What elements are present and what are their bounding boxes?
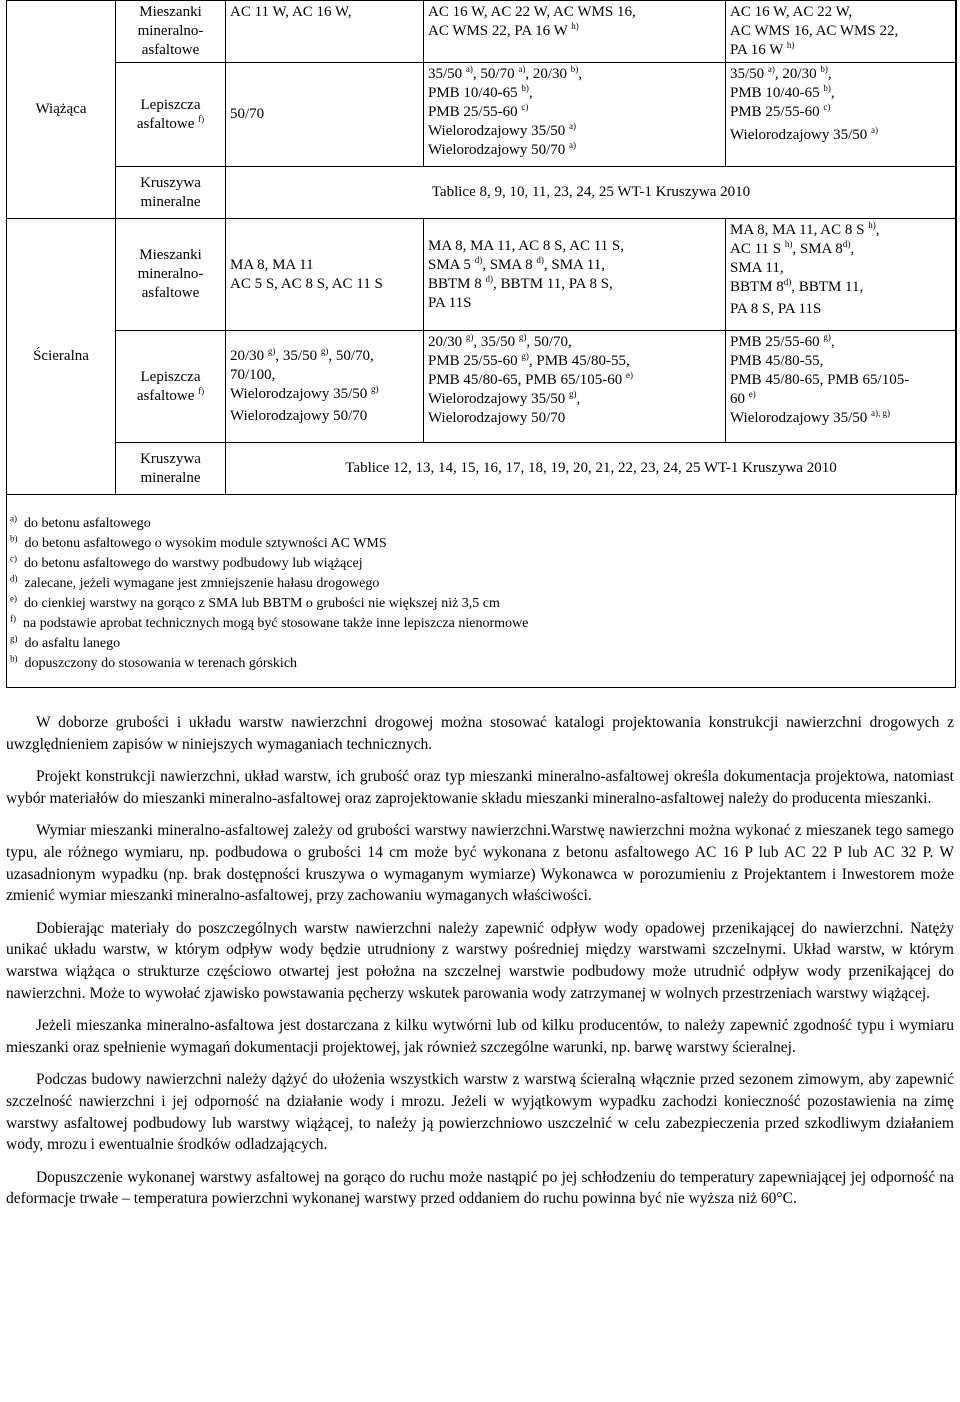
table-row: [7, 1, 957, 63]
cell-mixtures-label: Mieszanki mineralno-asfaltowe: [116, 219, 226, 331]
paragraph: W doborze grubości i układu warstw nawierzchni drogowej można stosować katalogi projektowania konstrukcji nawierzchni drogowych z uwzględnieniem zapisów w niniejszych wymaganiach technicznych.: [6, 714, 954, 753]
cell: 20/30 $^{g)}$, 35/50 $^{g)}$, 50/70, PMB 25/55-60 $^{g)}$, PMB 45/80-55, PMB 45/80-65, PMB 65/105-60 $^{e)}$ Wielorodzajowy 35/50 $^{g)}$, Wielorodzajowy 50/70: [424, 331, 726, 443]
table-row: [7, 331, 957, 443]
cell: MA 8, MA 11 AC 5 S, AC 8 S, AC 11 S: [226, 219, 424, 331]
cell-aggregate-tables: Tablice 8, 9, 10, 11, 23, 24, 25 WT-1 Kruszywa 2010: [226, 167, 957, 219]
cell: 50/70: [226, 63, 424, 167]
paragraph: Dobierając materiały do poszczególnych warstw nawierzchni należy zapewnić odpływ wody opadowej przenikającej do nawierzchni. Natęży unikać układu warstw, w którym odpływ wody będzie utrudniony z warstwy pośredniej między warstwami szczelnymi. Układ warstw, w którym warstwa wiążąca o strukturze częściowo otwartej jest położna na szczelnej warstwie podbudowy może utrudnić odpływ wody przenikającej do nawierzchni. Może to wywołać zjawisko powstawania pęcherzy wskutek parowania wody zatrzymanej w wolnych przestrzeniach warstwy wiążącej.: [6, 919, 954, 1002]
footnote: $^{b)}$ do betonu asfaltowego o wysokim module sztywności AC WMS: [10, 533, 387, 551]
cell: AC 11 W, AC 16 W,: [226, 1, 424, 63]
cell: 35/50 $^{a)}$, 20/30 $^{b)}$, PMB 10/40-65 $^{b)}$, PMB 25/55-60 $^{c)}$ Wielorodzajowy 35/50 $^{a)}$: [726, 63, 957, 167]
cell: AC 16 W, AC 22 W, AC WMS 16, AC WMS 22, PA 16 W $^{h)}$: [726, 1, 957, 63]
cell-binders-label: Lepiszcza asfaltowe $^{f)}$: [116, 331, 226, 443]
cell-aggregates-label: Kruszywa mineralne: [116, 443, 226, 495]
paragraph: Dopuszczenie wykonanej warstwy asfaltowej na gorąco do ruchu może nastąpić po jej schłodzeniu do temperatury zapewniającej jej odporność na deformacje trwałe – temperatura powierzchni wykonanej warstwy przed oddaniem do ruchu powinna być nie wyższa niż 60°C.: [6, 1168, 954, 1208]
paragraph: Projekt konstrukcji nawierzchni, układ warstw, ich grubość oraz typ mieszanki mineralno-asfaltowej określa dokumentacja projektowa, natomiast wybór materiałów do mieszanki mineralno-asfaltowej oraz zaprojektowanie składu mieszanki mineralno-asfaltowej należy do producenta mieszanki.: [6, 768, 954, 807]
footnotes: [6, 514, 952, 674]
cell: 35/50 $^{a)}$, 50/70 $^{a)}$, 20/30 $^{b)}$, PMB 10/40-65 $^{b)}$, PMB 25/55-60 $^{c)}$ Wielorodzajowy 35/50 $^{a)}$ Wielorodzajowy 50/70 $^{a)}$: [424, 63, 726, 167]
cell: 20/30 $^{g)}$, 35/50 $^{g)}$, 50/70, 70/100, Wielorodzajowy 35/50 $^{g)}$ Wielorodzajowy 50/70: [226, 331, 424, 443]
footnote: $^{a)}$ do betonu asfaltowego: [10, 513, 151, 531]
table-row: [7, 167, 957, 219]
table-row: [7, 63, 957, 167]
cell: MA 8, MA 11, AC 8 S $^{h)}$, AC 11 S $^{h)}$, SMA 8$^{d)}$, SMA 11, BBTM 8$^{d)}$, BBTM 11, PA 8 S, PA 11S: [726, 219, 957, 331]
cell: MA 8, MA 11, AC 8 S, AC 11 S, SMA 5 $^{d)}$, SMA 8 $^{d)}$, SMA 11, BBTM 8 $^{d)}$, BBTM 11, PA 8 S, PA 11S: [424, 219, 726, 331]
table-row: [7, 219, 957, 331]
table-row: [7, 443, 957, 495]
body-text: [6, 712, 954, 1221]
cell: AC 16 W, AC 22 W, AC WMS 16, AC WMS 22, PA 16 W $^{h)}$: [424, 1, 726, 63]
paragraph: Jeżeli mieszanka mineralno-asfaltowa jest dostarczana z kilku wytwórni lub od kilku producentów, to należy zapewnić zgodność typu i wymiaru mieszanki oraz spełnienie wymagań dokumentacji projektowej, jak również szczególne warunki, np. barwę warstwy ścieralnej.: [6, 1017, 954, 1056]
cell-binders-label: Lepiszcza asfaltowe $^{f)}$: [116, 63, 226, 167]
specification-table: [6, 0, 957, 495]
paragraph: Podczas budowy nawierzchni należy dążyć do ułożenia wszystkich warstw z warstwą ścieralną włącznie przed sezonem zimowym, aby zapewnić szczelność nawierzchni i jej odporność na działanie wody i mrozu. Jeżeli w wyjątkowym wypadku zachodzi konieczność pozostawienia na zimę warstwy asfaltowej podbudowy lub warstwy wiążącej, to należy ją powierzchniowo uszczelnić w celu zabezpieczenia przed szkodliwym działaniem wody, mrozu i ewentualnie środków odladzających.: [6, 1071, 954, 1154]
paragraph: Wymiar mieszanki mineralno-asfaltowej zależy od grubości warstwy nawierzchni.Warstwę nawierzchni można wykonać z mieszanek tego samego typu, ale różnego wymiaru, np. podbudowa o grubości 14 cm może być wykonana z betonu asfaltowego AC 16 P lub AC 22 P lub AC 32 P. W uzasadnionym wypadku (np. brak dostępności kruszywa o wymaganym wymiarze) Wykonawca w porozumieniu z Projektantem i Inwestorem może zmienić wymiar mieszanki mineralno-asfaltowej, przy zachowaniu wymaganych właściwości.: [6, 822, 954, 905]
cell-aggregate-tables: Tablice 12, 13, 14, 15, 16, 17, 18, 19, 20, 21, 22, 23, 24, 25 WT-1 Kruszywa 2010: [226, 443, 957, 495]
cell-mixtures-label: Mieszanki mineralno-asfaltowe: [116, 1, 226, 63]
footnote: $^{f)}$ na podstawie aprobat technicznych mogą być stosowane także inne lepiszcza nienormowe: [10, 613, 529, 631]
footnote: $^{g)}$ do asfaltu lanego: [10, 633, 121, 651]
cell: PMB 25/55-60 $^{g)}$, PMB 45/80-55, PMB 45/80-65, PMB 65/105- 60 $^{e)}$ Wielorodzajowy 35/50 $^{a), g)}$: [726, 331, 957, 443]
cell-aggregates-label: Kruszywa mineralne: [116, 167, 226, 219]
footnote: $^{e)}$ do cienkiej warstwy na gorąco z SMA lub BBTM o grubości nie większej niż 3,5 cm: [10, 593, 500, 611]
footnote: $^{c)}$ do betonu asfaltowego do warstwy podbudowy lub wiążącej: [10, 553, 363, 571]
layer-binder-label: Wiążąca: [7, 1, 116, 219]
footnote: $^{d)}$ zalecane, jeżeli wymagane jest zmniejszenie hałasu drogowego: [10, 573, 380, 591]
layer-wearing-label: Ścieralna: [7, 219, 116, 495]
footnote: $^{h)}$ dopuszczony do stosowania w terenach górskich: [10, 653, 298, 671]
